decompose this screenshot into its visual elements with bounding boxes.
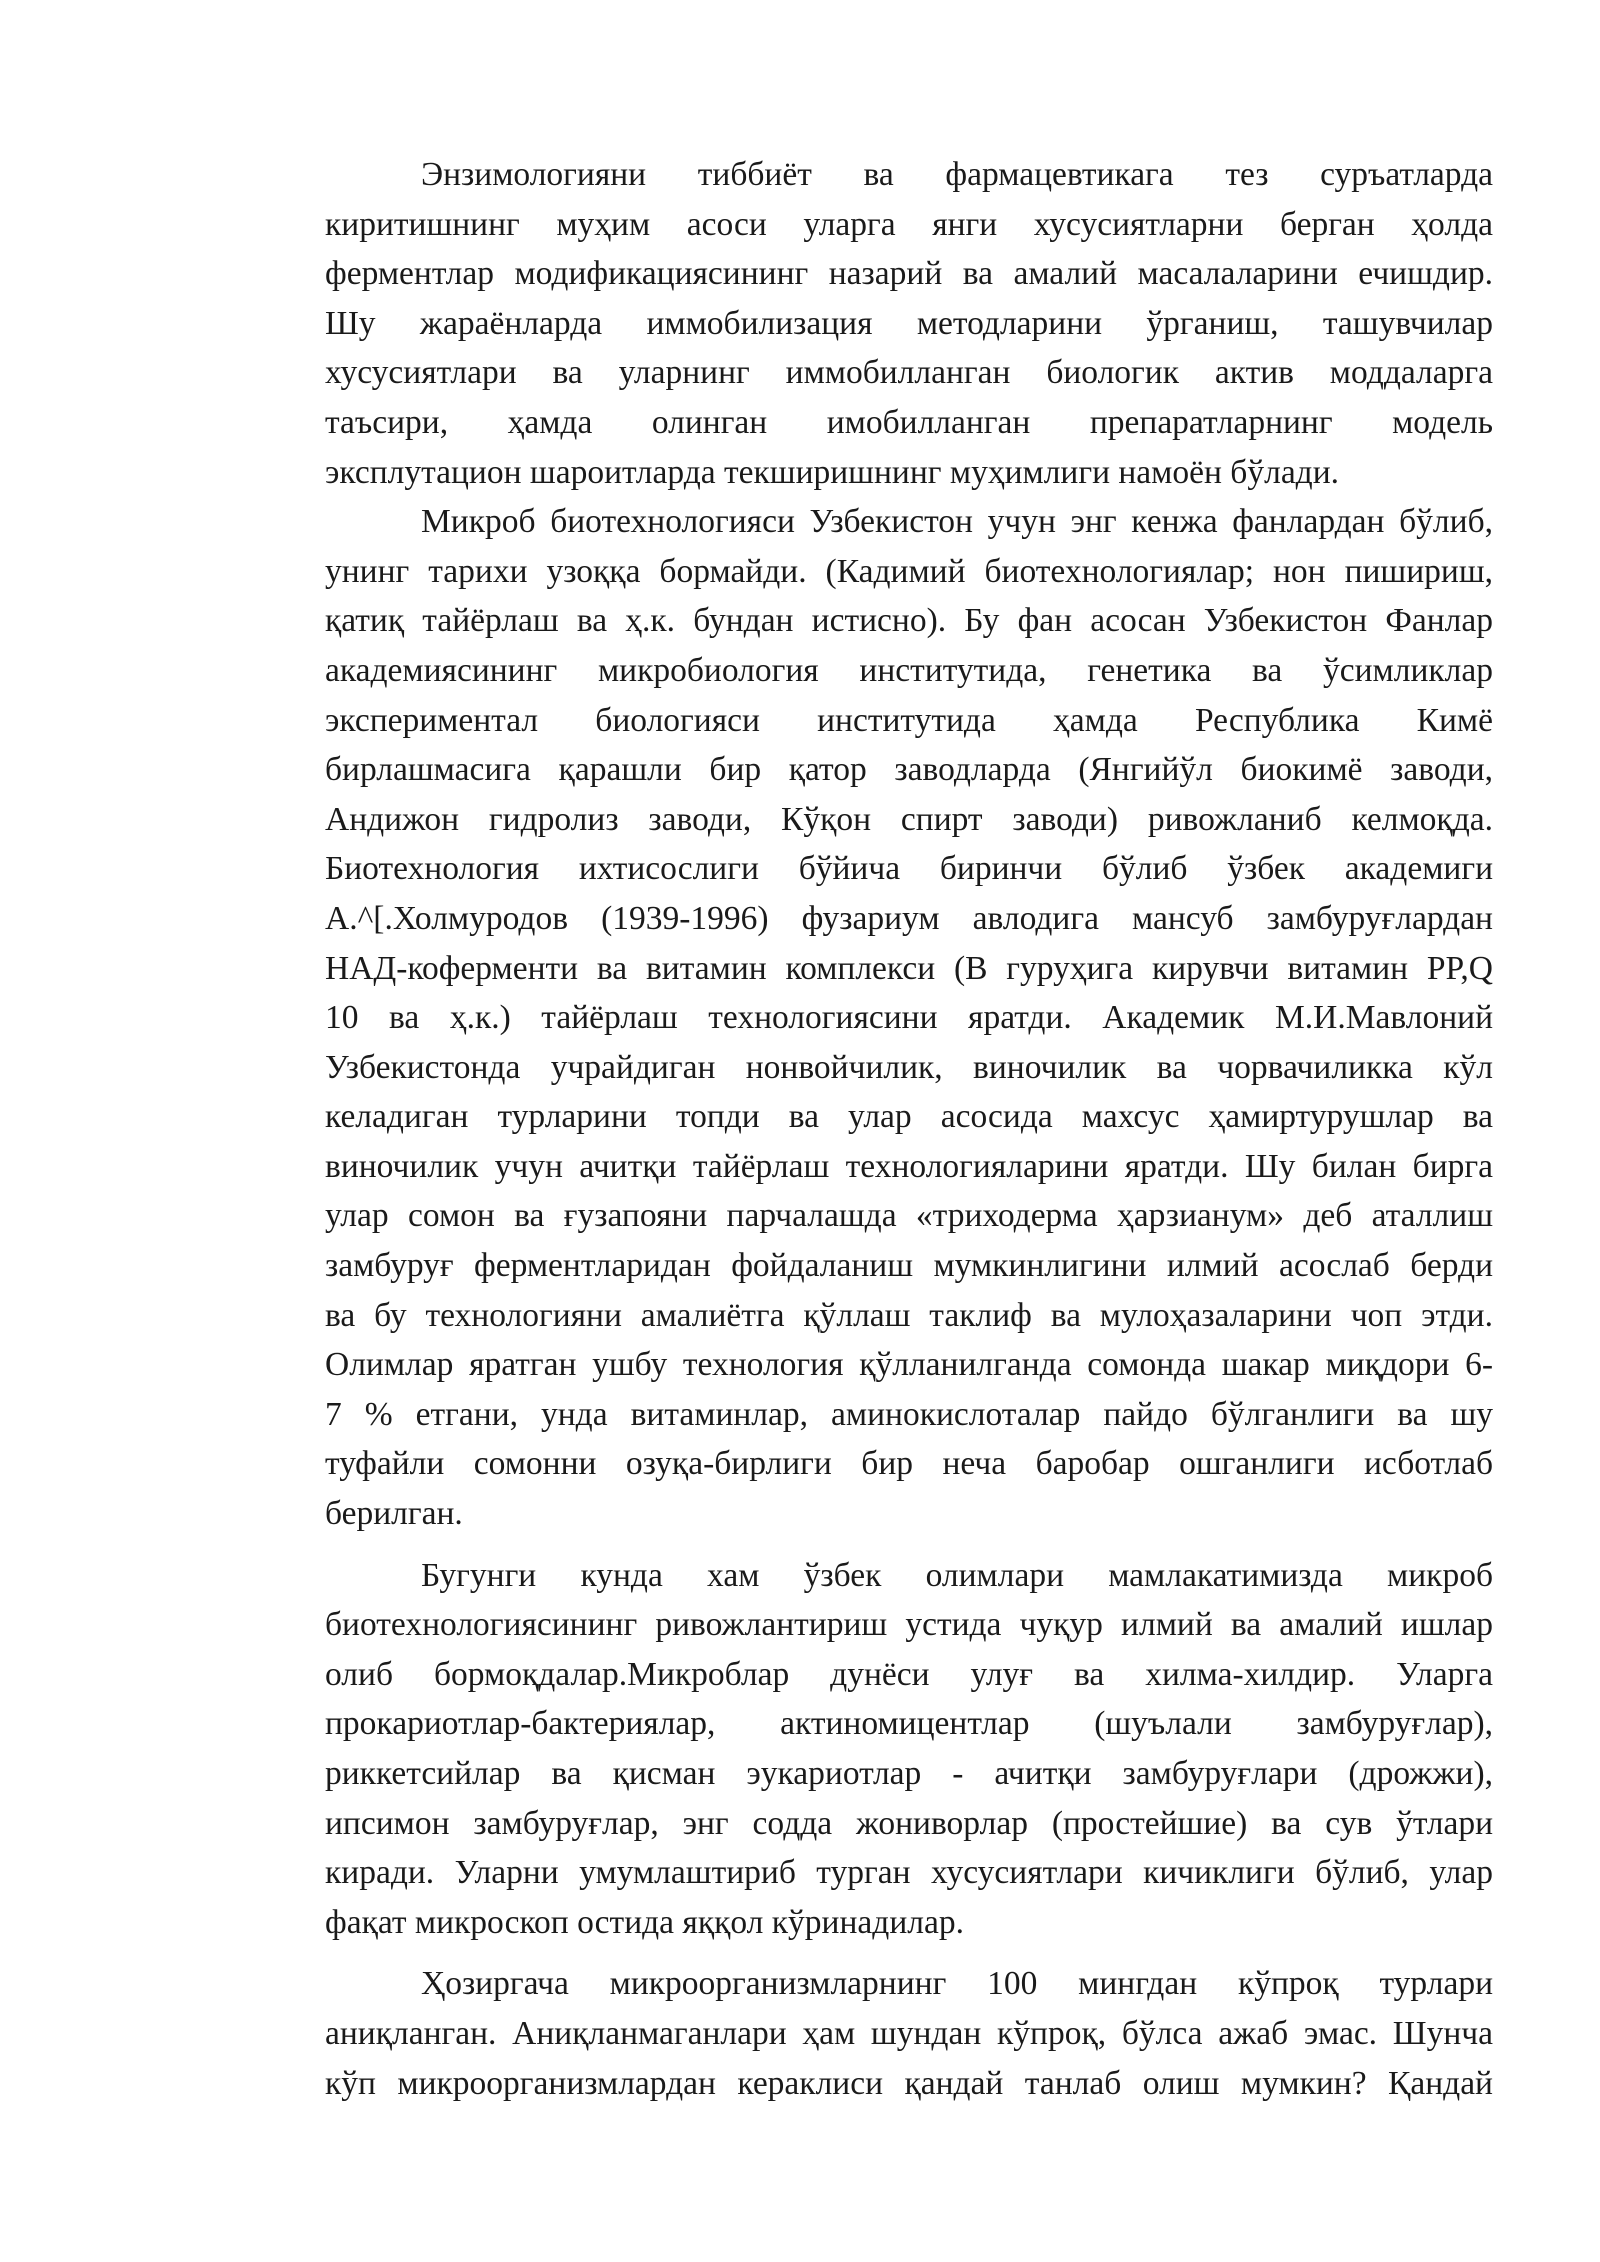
text-line: аниқланган. Аниқланмаганлари ҳам шундан кўпроқ, бўлса ажаб эмас. Шунча <box>325 2014 1493 2052</box>
document-body <box>229 150 1493 2108</box>
text-line: прокариотлар-бактериялар, актиномицентлар (шуълали замбуруғлар), <box>325 1705 1493 1743</box>
text-line: А.^[.Холмуродов (1939-1996) фузариум авлодига мансуб замбуруғлардан <box>325 899 1493 937</box>
text-line: виночилик учун ачитқи тайёрлаш технологияларини яратди. Шу билан бирга <box>325 1147 1493 1185</box>
text-line: НАД-коферменти ва витамин комплекси (В гуруҳига кирувчи витамин PP,Q <box>325 949 1493 987</box>
text-line: улар сомон ва ғузапояни парчалашда «триходерма ҳарзианум» деб аталлиш <box>325 1197 1493 1235</box>
text-line: замбуруғ ферментларидан фойдаланиш мумкинлигини илмий асослаб берди <box>325 1247 1493 1285</box>
text-line: киритишнинг муҳим асоси уларга янги хусусиятларни берган ҳолда <box>325 205 1493 243</box>
text-line: Энзимологияни тиббиёт ва фармацевтикага тез суръатларда <box>421 156 1493 193</box>
paragraph <box>229 1959 1493 2108</box>
text-line: қатиқ тайёрлаш ва ҳ.к. бундан истисно). Бу фан асосан Узбекистон Фанлар <box>325 602 1493 640</box>
text-line: унинг тарихи узоққа бормайди. (Кадимий биотехнологиялар; нон пишириш, <box>325 552 1493 590</box>
text-line: фақат микроскоп остида яққол кўринадилар. <box>325 1903 964 1941</box>
paragraph <box>229 497 1493 1538</box>
text-line: Микроб биотехнологияси Узбекистон учун энг кенжа фанлардан бўлиб, <box>421 503 1493 541</box>
text-line: Ҳозиргача микроорганизмларнинг 100 мингдан кўпроқ турлари <box>421 1965 1493 2003</box>
text-line: Шу жараёнларда иммобилизация методларини ўрганиш, ташувчилар <box>325 304 1493 342</box>
text-line: риккетсийлар ва қисман эукариотлар - ачитқи замбуруғлари (дрожжи), <box>325 1755 1493 1792</box>
text-line: экспериментал биологияси институтида ҳамда Республика Кимё <box>325 701 1493 739</box>
text-line: 10 ва ҳ.к.) тайёрлаш технологиясини яратди. Академик М.И.Мавлоний <box>325 999 1493 1037</box>
text-line: Узбекистонда учрайдиган нонвойчилик, виночилик ва чорвачиликка кўл <box>325 1048 1493 1086</box>
text-line: ва бу технологияни амалиётга қўллаш таклиф ва мулоҳазаларини чоп этди. <box>325 1296 1493 1334</box>
paragraph <box>229 150 1493 497</box>
text-line: эксплутацион шароитларда текширишнинг муҳимлиги намоён бўлади. <box>325 453 1340 491</box>
text-line: академиясининг микробиология институтида, генетика ва ўсимликлар <box>325 651 1493 689</box>
text-line: таъсири, ҳамда олинган имобилланган препаратларнинг модель <box>325 403 1493 441</box>
text-line: туфайли сомонни озуқа-бирлиги бир неча баробар ошганлиги исботлаб <box>325 1445 1493 1483</box>
text-line: биотехнологиясининг ривожлантириш устида чуқур илмий ва амалий ишлар <box>325 1606 1493 1644</box>
text-line: ипсимон замбуруғлар, энг содда жониворлар (простейшие) ва сув ўтлари <box>325 1804 1493 1842</box>
text-line: Бугунги кунда хам ўзбек олимлари мамлакатимизда микроб <box>421 1556 1493 1594</box>
text-line: Биотехнология ихтисослиги бўйича биринчи бўлиб ўзбек академиги <box>325 850 1493 888</box>
text-line: хусусиятлари ва уларнинг иммобилланган биологик актив моддаларга <box>325 354 1493 392</box>
text-line: киради. Уларни умумлаштириб турган хусусиятлари кичиклиги бўлиб, улар <box>325 1854 1493 1892</box>
text-line: 7 % етгани, унда витаминлар, аминокислоталар пайдо бўлганлиги ва шу <box>325 1395 1493 1433</box>
text-line: олиб бормоқдалар.Микроблар дунёси улуғ ва хилма-хилдир. Уларга <box>325 1655 1493 1693</box>
text-line: Олимлар яратган ушбу технология қўлланилганда сомонда шакар миқдори 6- <box>325 1346 1493 1384</box>
text-line: келадиган турларини топди ва улар асосида махсус ҳамиртурушлар ва <box>325 1098 1493 1136</box>
text-line: ферментлар модификациясининг назарий ва амалий масалаларини ечишдир. <box>325 255 1493 293</box>
paragraph <box>229 1551 1493 1948</box>
text-line: Андижон гидролиз заводи, Кўқон спирт заводи) ривожланиб келмоқда. <box>325 800 1493 838</box>
text-line: берилган. <box>325 1495 463 1533</box>
text-line: бирлашмасига қарашли бир қатор заводларда (Янгийўл биокимё заводи, <box>325 751 1493 789</box>
text-line: кўп микроорганизмлардан кераклиси қандай танлаб олиш мумкин? Қандай <box>325 2064 1493 2102</box>
